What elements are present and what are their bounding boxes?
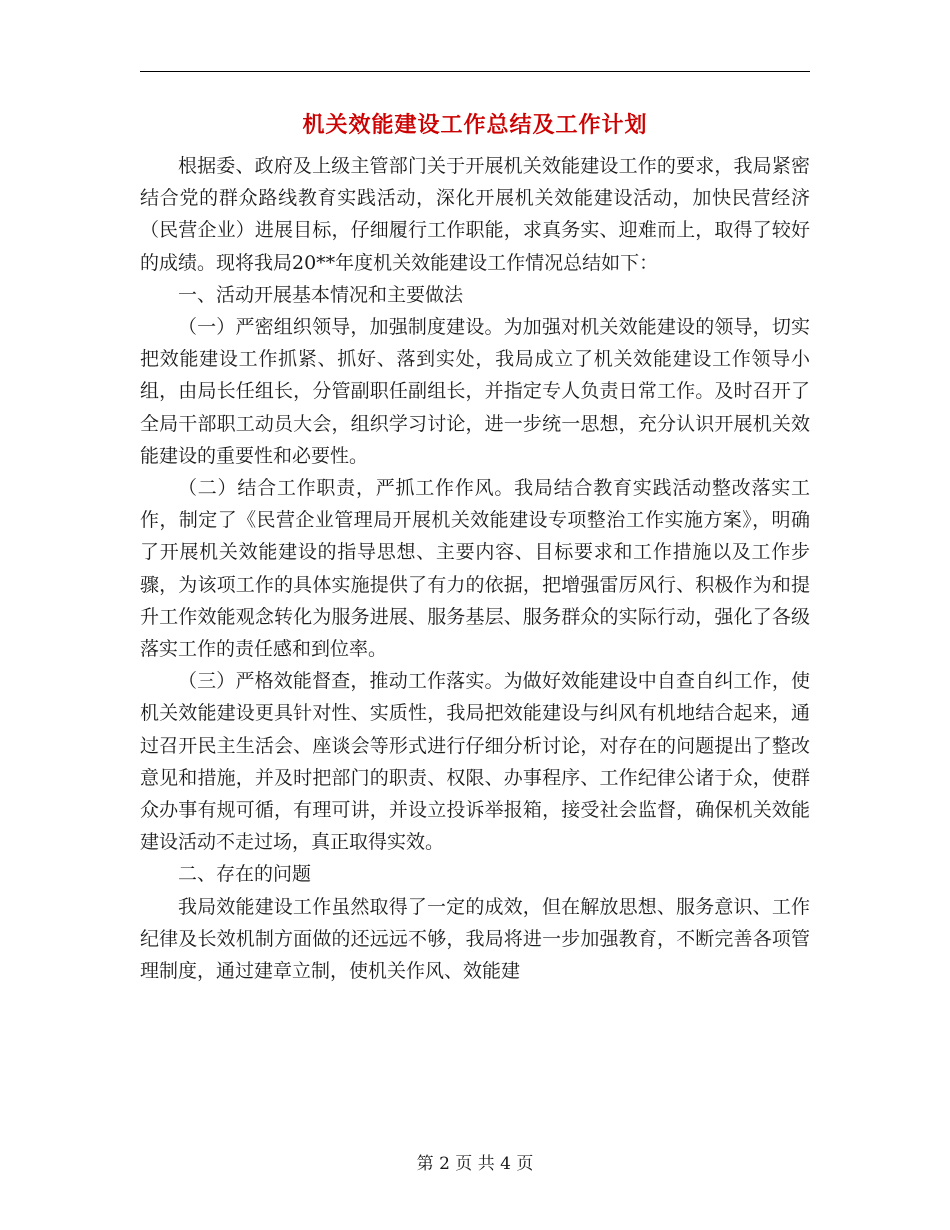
header-rule	[140, 71, 810, 72]
document-body	[140, 150, 810, 987]
document-title: 机关效能建设工作总结及工作计划	[302, 113, 648, 138]
subsection-paragraph-2: （二）结合工作职责，严抓工作作风。我局结合教育实践活动整改落实工作，制定了《民营企业管理局开展机关效能建设专项整治工作实施方案》，明确了开展机关效能建设的指导思想、主要内容、目标要求和工作措施以及工作步骤，为该项工作的具体实施提供了有力的依据，把增强雷厉风行、积极作为和提升工作效能观念转化为服务进展、服务基层、服务群众的实际行动，强化了各级落实工作的责任感和到位率。	[140, 477, 810, 661]
problems-paragraph: 我局效能建设工作虽然取得了一定的成效，但在解放思想、服务意识、工作纪律及长效机制方面做的还远远不够，我局将进一步加强教育，不断完善各项管理制度，通过建章立制，使机关作风、效能建	[140, 895, 810, 983]
subsection-paragraph-3: （三）严格效能督查，推动工作落实。为做好效能建设中自查自纠工作，使机关效能建设更具针对性、实质性，我局把效能建设与纠风有机地结合起来，通过召开民主生活会、座谈会等形式进行仔细分析讨论，对存在的问题提出了整改意见和措施，并及时把部门的职责、权限、办事程序、工作纪律公诸于众，使群众办事有规可循，有理可讲，并设立投诉举报箱，接受社会监督，确保机关效能建设活动不走过场，真正取得实效。	[140, 670, 810, 854]
section-heading-2: 二、存在的问题	[178, 863, 312, 886]
section-heading-1: 一、活动开展基本情况和主要做法	[178, 283, 464, 306]
subsection-paragraph-1: （一）严密组织领导，加强制度建设。为加强对机关效能建设的领导，切实把效能建设工作抓紧、抓好、落到实处，我局成立了机关效能建设工作领导小组，由局长任组长，分管副职任副组长，并指定专人负责日常工作。及时召开了全局干部职工动员大会，组织学习讨论，进一步统一思想，充分认识开展机关效能建设的重要性和必要性。	[140, 316, 810, 467]
page-number-footer: 第 2 页 共 4 页	[416, 1154, 534, 1174]
intro-paragraph: 根据委、政府及上级主管部门关于开展机关效能建设工作的要求，我局紧密结合党的群众路线教育实践活动，深化开展机关效能建设活动，加快民营经济（民营企业）进展目标，仔细履行工作职能，求真务实、迎难而上，取得了较好的成绩。现将我局20**年度机关效能建设工作情况总结如下：	[140, 155, 810, 274]
